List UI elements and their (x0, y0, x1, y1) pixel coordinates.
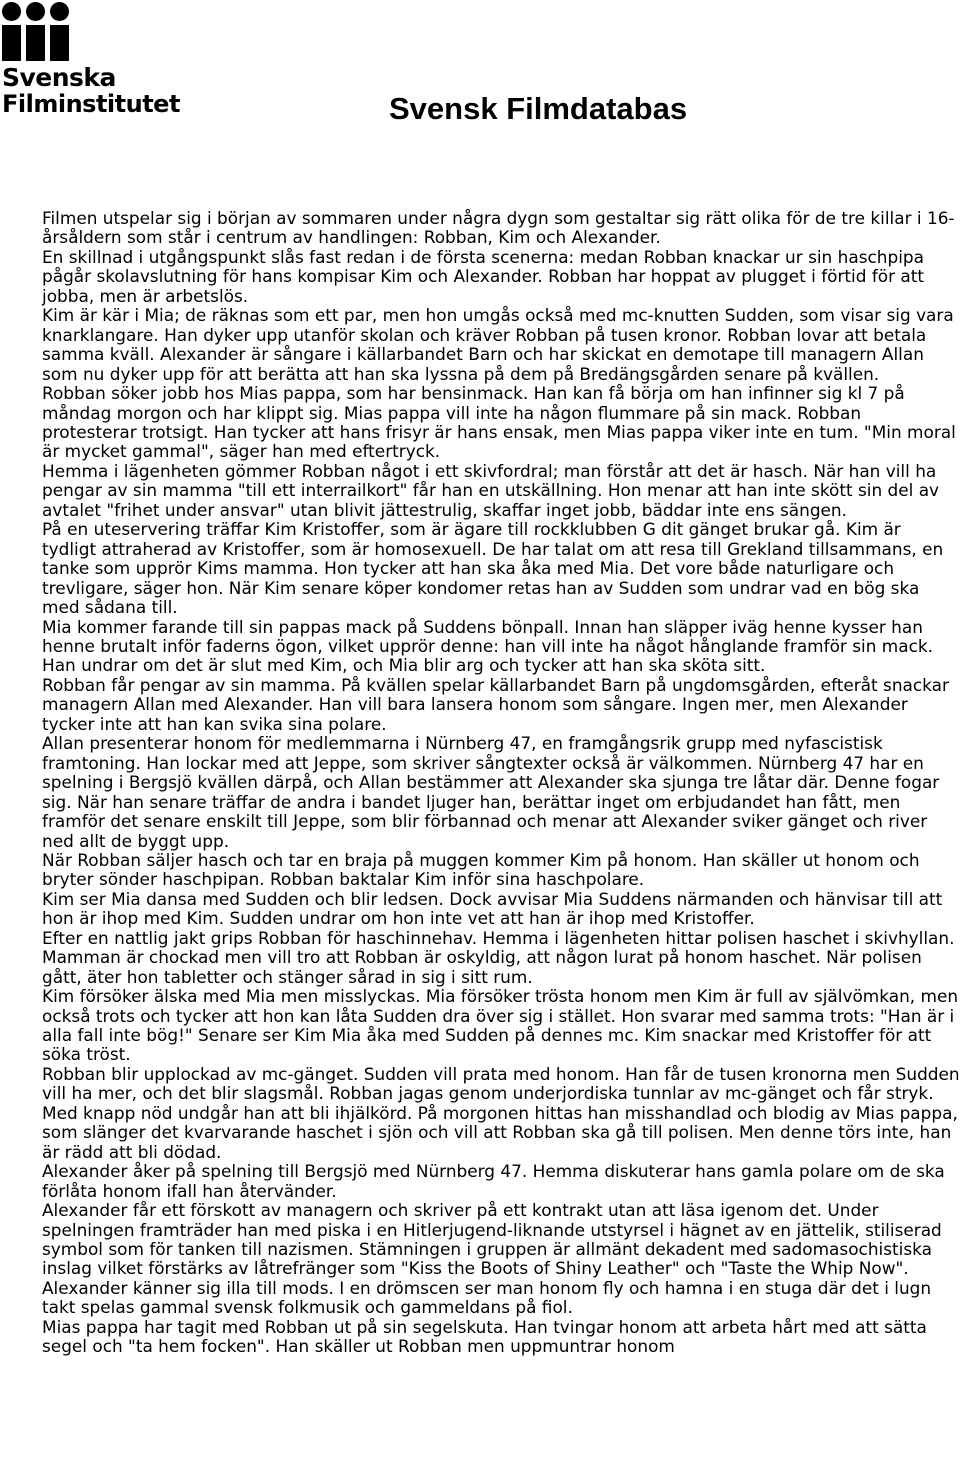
logo-dot (50, 2, 69, 21)
svenska-filminstitutet-logo[interactable] (0, 0, 200, 128)
paragraph: Alexander känner sig illa till mods. I en drömscen ser man honom fly och hamna i en stuga där det i lugn takt spelas gammal svensk folkmusik och gammeldans på fiol. (42, 1277, 932, 1318)
paragraph: Mia kommer farande till sin pappas mack på Suddens bönpall. Innan han släpper iväg henne kysser han henne brutalt inför faderns ögon, vilket upprör denne: han vill inte ha något hånglande framför sin mack. Han undrar om det är slut med Kim, och Mia blir arg och tycker att han ska sköta sitt. (42, 616, 934, 676)
paragraph: Mias pappa har tagit med Robban ut på sin segelskuta. Han tvingar honom att arbeta hårt med att sätta segel och "ta hem focken". Han skäller ut Robban men uppmuntrar honom (42, 1316, 927, 1357)
paragraph: Robban söker jobb hos Mias pappa, som har bensinmack. Han kan få börja om han infinner sig kl 7 på måndag morgon och har klippt sig. Mias pappa vill inte ha någon flummare på sin mack. Robban protesterar trotsigt. Han tycker att hans frisyr är hans ensak, men Mias pappa viker inte en tum. "Min moral är mycket gammal", säger han med eftertryck. (42, 383, 956, 462)
paragraph: På en uteservering träffar Kim Kristoffer, som är ägare till rockklubben G dit gänget brukar gå. Kim är tydligt attraherad av Kristoffer, som är homosexuell. De har talat om att resa till Grekland tillsammans, en tanke som upprör Kims mamma. Hon tycker att han ska åka med Mia. Det vore både naturligare och trevligare, säger hon. När Kim senare köper kondomer retas han av Sudden som undrar vad en bög ska med sådana till. (42, 519, 944, 618)
logo-dot (2, 2, 21, 21)
paragraph: En skillnad i utgångspunkt slås fast redan i de första scenerna: medan Robban knackar ur sin haschpipa pågår skolavslutning för hans kompisar Kim och Alexander. Robban har hoppat av plugget i förtid för att jobba, men är arbetslös. (42, 246, 925, 306)
logo-text-line-1: Svenska (2, 63, 116, 92)
paragraph: Hemma i lägenheten gömmer Robban något i ett skivfordral; man förstår att det är hasch. När han vill ha pengar av sin mamma "till ett interrailkort" får han en utskällning. Hon menar att han inte skött sin del av avtalet "frihet under ansvar" utan blivit jättestrulig, skaffar inget jobb, bäddar inte ens sängen. (42, 460, 940, 520)
logo-text-line-2: Filminstitutet (2, 90, 180, 118)
synopsis-text (42, 209, 960, 1357)
logo-bar (50, 25, 69, 61)
logo-mark-icon (2, 2, 77, 62)
logo-bar (2, 25, 21, 61)
paragraph: När Robban säljer hasch och tar en braja på muggen kommer Kim på honom. Han skäller ut honom och bryter sönder haschpipan. Robban baktalar Kim inför sina haschpolare. (42, 849, 920, 890)
paragraph: Allan presenterar honom för medlemmarna i Nürnberg 47, en framgångsrik grupp med nyfascistisk framtoning. Han lockar med att Jeppe, som skriver sångtexter också är välkommen. Nürnberg 47 har en spelning i Bergsjö kvällen därpå, och Allan bestämmer att Alexander ska sjunga tre låtar där. Denne fogar sig. När han senare träffar de andra i bandet ljuger han, berättar inget om erbjudandet han fått, men framför det senare enskilt till Jeppe, som blir förbannad och menar att Alexander sviker gänget och river ned allt de byggt upp. (42, 733, 940, 851)
paragraph: Kim försöker älska med Mia men misslyckas. Mia försöker trösta honom men Kim är full av självömkan, men också trots och tycker att hon kan låta Sudden dra över sig i stället. Hon svarar med samma trots: "Han är i alla fall inte bög!" Senare ser Kim Mia åka med Sudden på dennes mc. Kim snackar med Kristoffer för att söka tröst. (42, 986, 959, 1065)
logo-bar (26, 25, 45, 61)
page-title: Svensk Filmdatabas (389, 91, 688, 126)
paragraph: Alexander åker på spelning till Bergsjö med Nürnberg 47. Hemma diskuterar hans gamla polare om de ska förlåta honom ifall han återvänder. (42, 1161, 945, 1201)
paragraph: Alexander får ett förskott av managern och skriver på ett kontrakt utan att läsa igenom det. Under spelningen framträder han med piska i en Hitlerjugend-liknande utstyrsel i hägnet av en jättelik, stiliserad symbol som för tanken till nazismen. Stämningen i gruppen är allmänt dekadent med sadomasochistiska inslag vilket förstärks av låtrefränger som "Kiss the Boots of Shiny Leather" och "Taste the Whip Now". (42, 1200, 942, 1279)
logo-dot (26, 2, 45, 21)
paragraph: Robban får pengar av sin mamma. På kvällen spelar källarbandet Barn på ungdomsgården, efteråt snackar managern Allan med Alexander. Han vill bara lansera honom som sångare. Ingen mer, men Alexander tycker inte att han kan svika sina polare. (42, 674, 949, 734)
paragraph: Efter en nattlig jakt grips Robban för haschinnehav. Hemma i lägenheten hittar polisen haschet i skivhyllan. Mamman är chockad men vill tro att Robban är oskyldig, att någon lurat på honom haschet. När polisen gått, äter hon tabletter och stänger sårad in sig i sitt rum. (42, 927, 955, 987)
paragraph: Robban blir upplockad av mc-gänget. Sudden vill prata med honom. Han får de tusen kronorna men Sudden vill ha mer, och det blir slagsmål. Robban jagas genom underjordiska tunnlar av mc-gänget och får stryk. Med knapp nöd undgår han att bli ihjälkörd. På morgonen hittas han misshandlad och blodig av Mias pappa, som slänger det kvarvarande haschet i sjön och vill att Robban ska gå till polisen. Men denne törs inte, han är rädd att bli dödad. (42, 1063, 960, 1162)
paragraph: Kim ser Mia dansa med Sudden och blir ledsen. Dock avvisar Mia Suddens närmanden och hänvisar till att hon är ihop med Kim. Sudden undrar om hon inte vet att han är ihop med Kristoffer. (42, 888, 943, 929)
paragraph: Kim är kär i Mia; de räknas som ett par, men hon umgås också med mc-knutten Sudden, som visar sig vara knarklangare. Han dyker upp utanför skolan och kräver Robban på tusen kronor. Robban lovar att betala samma kväll. Alexander är sångare i källarbandet Barn och har skickat en demotape till managern Allan som nu dyker upp för att berätta att han ska lyssna på dem på Bredängsgården senare på kvällen. (42, 305, 954, 384)
paragraph: Filmen utspelar sig i början av sommaren under några dygn som gestaltar sig rätt olika för de tre killar i 16-årsåldern som står i centrum av handlingen: Robban, Kim och Alexander. (42, 208, 955, 248)
